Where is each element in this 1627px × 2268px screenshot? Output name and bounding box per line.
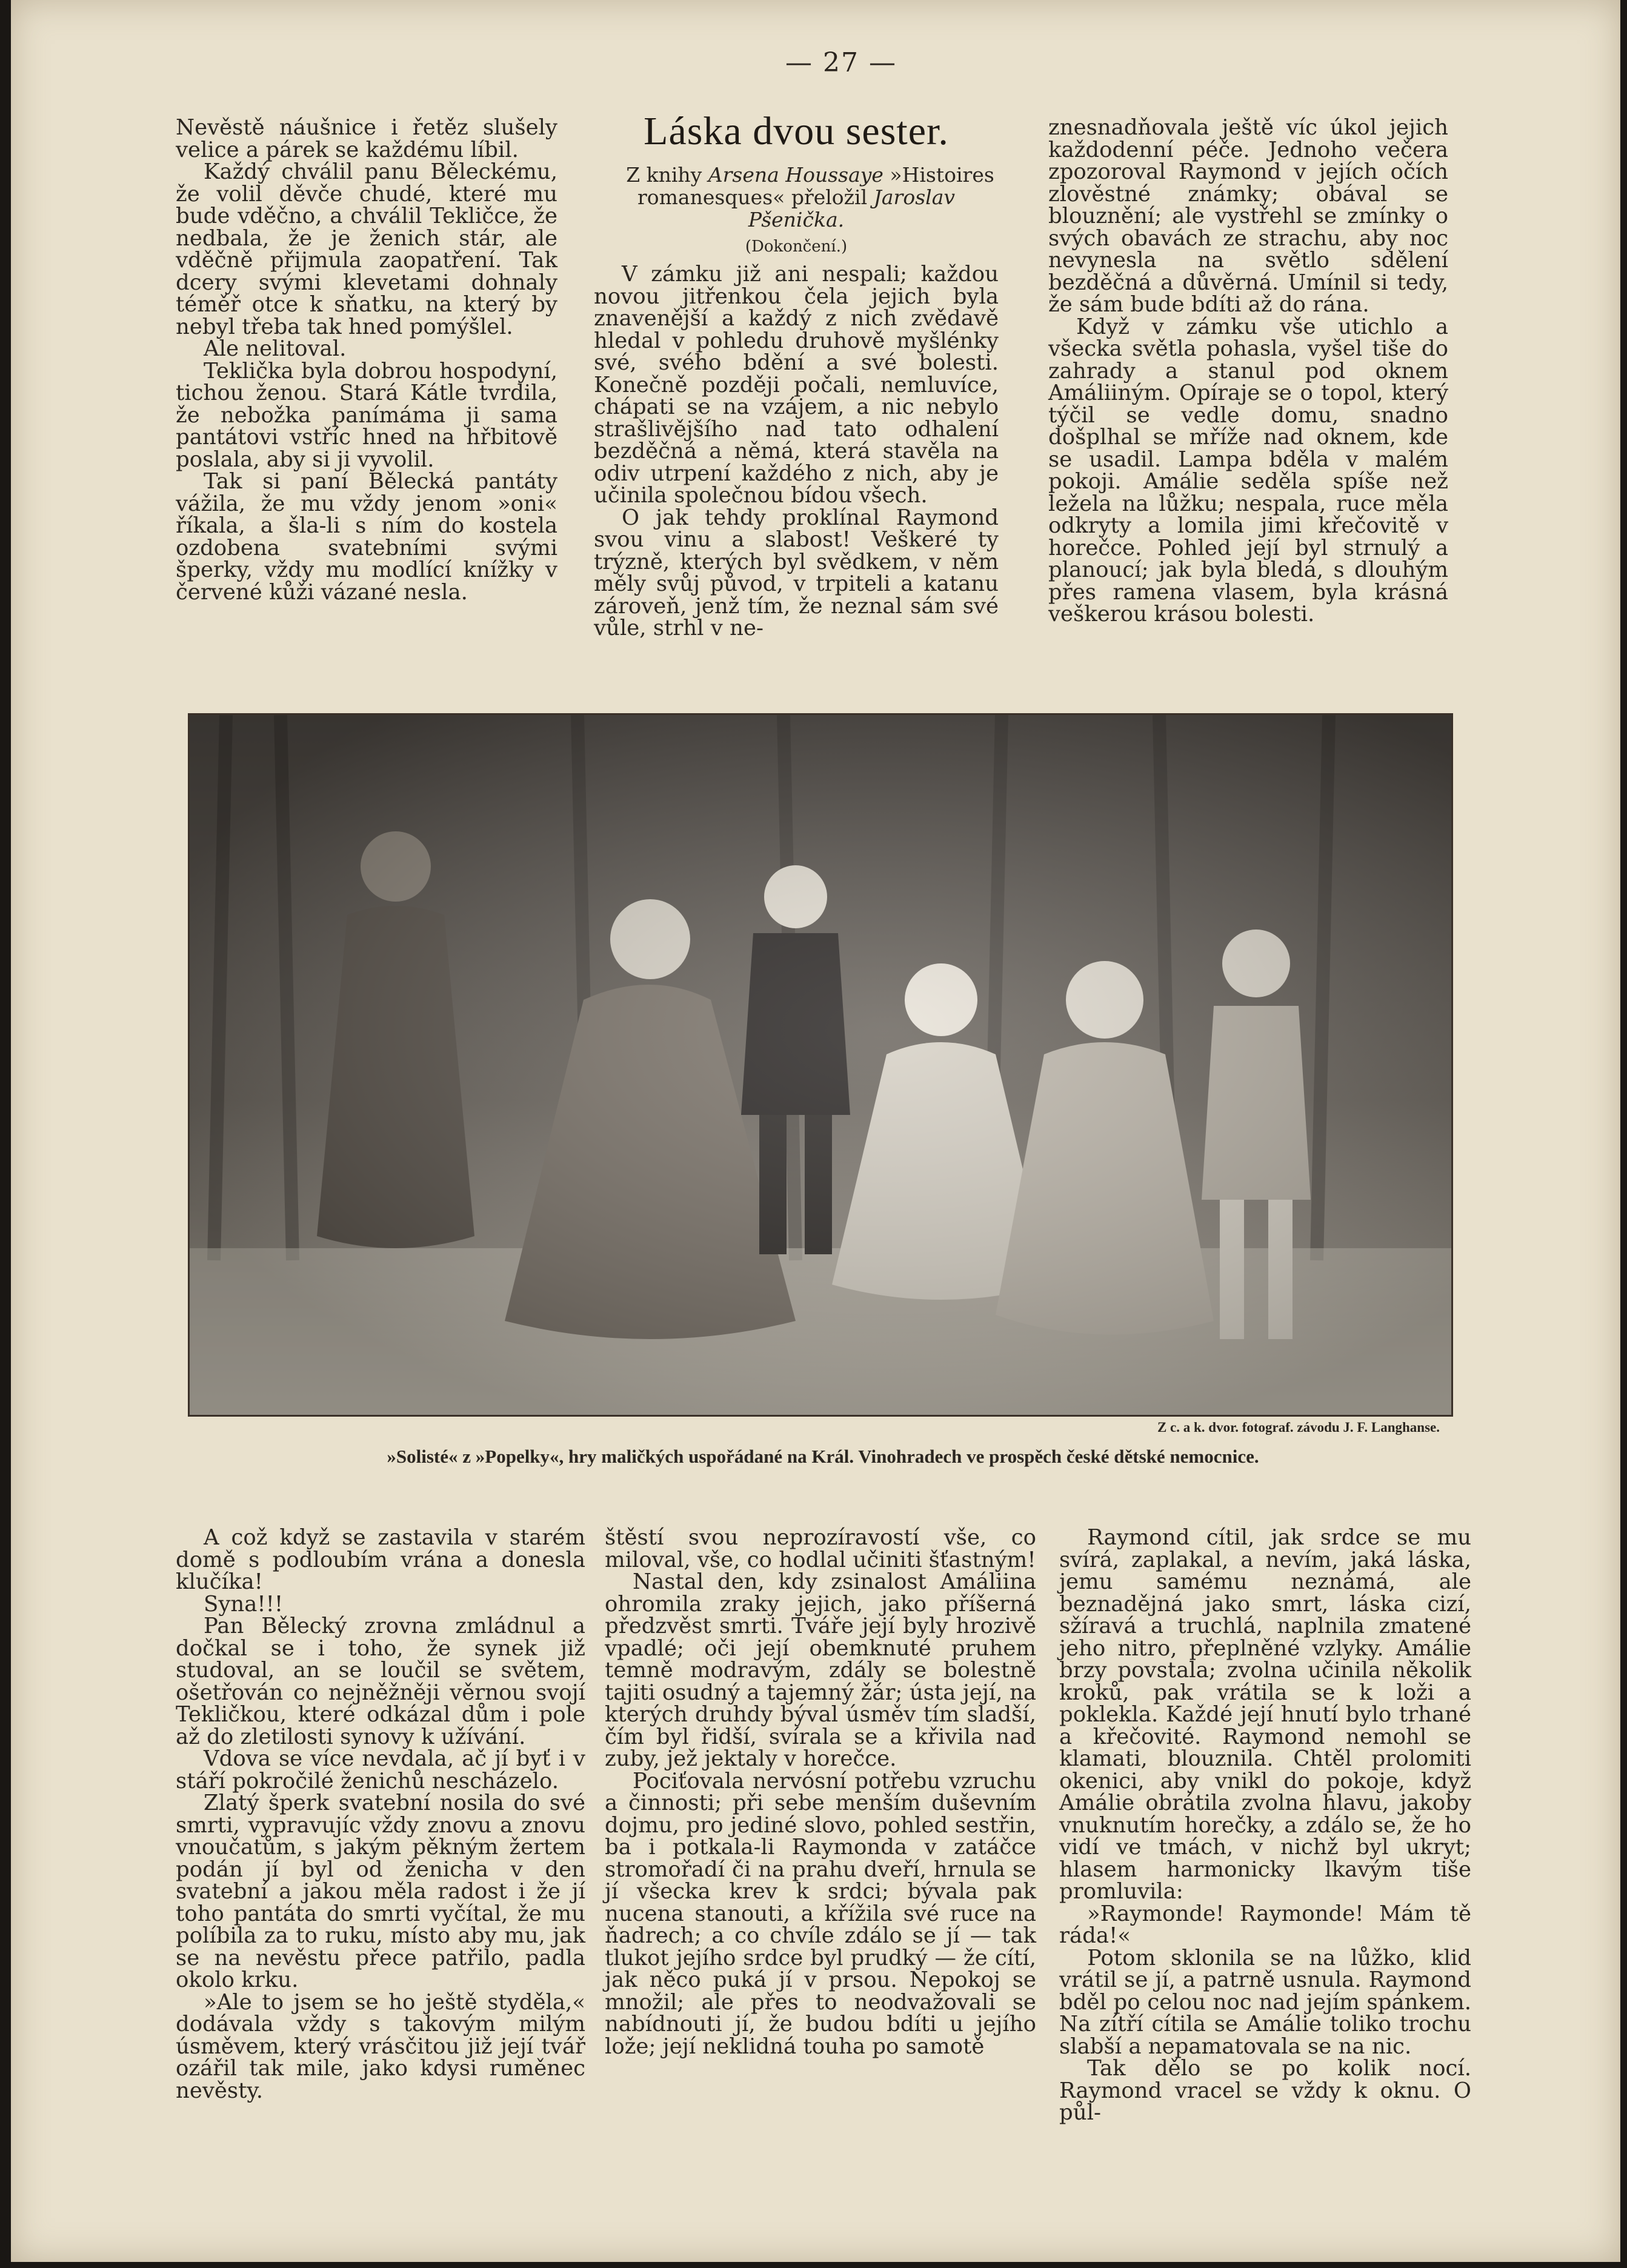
paragraph: Nevěstě náušnice i řetěz slušely velice a párek se každému líbil. bbox=[176, 115, 557, 162]
photo-caption: »Solisté« z »Popelky«, hry maličkých uspořádané na Král. Vinohradech ve prospěch české dětské nemocnice. bbox=[387, 1446, 1259, 1467]
paragraph: Vdova se více nevdala, ač jí byť i v stáří pokročilé ženichů nescházelo. bbox=[176, 1746, 585, 1794]
top-column-1 bbox=[176, 117, 557, 604]
paragraph: Zlatý šperk svatební nosila do své smrti, vypravujíc vždy znovu a znovu vnoučatům, s jakým pěkným žertem podán jí byl od ženicha v den svatební a jakou měla radost i že jí toho pantáta do smrti vyčítal, že mu políbila za to ruku, místo aby mu, jak se na nevěstu přece patřilo, padla okolo krku. bbox=[176, 1791, 585, 1992]
paragraph: Když v zámku vše utichlo a všecka světla pohasla, vyšel tiše do zahrady a stanul pod oknem Amáliiným. Opíraje se o topol, který týčil se vedle domu, snadno došplhal se mříže nad oknem, kde se usadil. Lampa bděla v malém pokoji. Amálie seděla spíše než ležela na lůžku; nespala, ruce měla odkryty a lomila jimi křečovitě v horečce. Pohled její byl strnulý a planoucí; jak byla bledá, s dlouhým přes ramena vlasem, byla krásná veškerou krásou bolesti. bbox=[1048, 314, 1448, 627]
subtitle-mid: »Histoires romanesques« přeložil bbox=[637, 163, 994, 209]
paragraph: Raymond cítil, jak srdce se mu svírá, zaplakal, a nevím, jaká láska, jemu samému neznámá, ale beznadějná jako smrt, láska cizí, sžíravá a truchlá, naplnila zmatené jeho nitro, přeplněné vzlyky. Amálie brzy povstala; zvolna učinila několik kroků, pak vrátila se k loži a poklekla. Každé její hnutí bylo trhané a křečovité. Raymond nemohl se klamati, blouznila. Chtěl prolomiti okenici, aby vnikl do pokoje, když Amálie obrátila zvolna hlavu, jakoby vnuknutím horečky, a zdálo se, že ho vidí ve tmách, v nichž byl ukryt; hlasem harmonicky lkavým tiše promluvila: bbox=[1059, 1525, 1471, 1904]
article-subtitle bbox=[594, 164, 999, 231]
paragraph: Syna!!! bbox=[204, 1591, 284, 1617]
paragraph: štěstí svou neprozíravostí vše, co miloval, vše, co hodlal učiniti šťastným! bbox=[605, 1525, 1036, 1572]
subtitle-author: Arsena Houssaye bbox=[708, 163, 883, 187]
paragraph: O jak tehdy proklínal Raymond svou vinu a slabost! Veškeré ty trýzně, kterých byl svědkem, v něm měly svůj původ, v trpiteli a katanu zároveň, jenž tím, že neznal sám své vůle, strhl v ne- bbox=[594, 505, 999, 640]
paragraph: V zámku již ani nespali; každou novou jitřenkou čela jejich byla znavenější a každý z nich zvědavě hledal v pohledu druhově myšlénky své, svého bdění a své bolesti. Konečně později počali, nemluvíce, chápati se na vzájem, a nic nebylo strašlivějšího nad tato odhalení bezděčná a němá, která stavěla na odiv utrpení každého z nich, aby je učinila společnou bídou všech. bbox=[594, 262, 999, 508]
subtitle-translator: Jaroslav Pšenička. bbox=[748, 185, 956, 231]
article-title: Láska dvou sester. bbox=[644, 109, 949, 153]
photo-credit: Z c. a k. dvor. fotograf. závodu J. F. Langhanse. bbox=[1157, 1420, 1440, 1435]
top-column-2 bbox=[594, 110, 999, 640]
paragraph: »Ale to jsem se ho ještě styděla,« dodávala vždy s takovým milým úsměvem, který vrásčitou již její tvář ozářil tak mile, jako kdysi ruměnec nevěsty. bbox=[176, 1989, 585, 2103]
magazine-page bbox=[11, 0, 1620, 2262]
top-column-3 bbox=[1048, 117, 1448, 626]
photograph bbox=[188, 713, 1453, 1417]
paragraph: Tak si paní Bělecká pantáty vážila, že mu vždy jenom »oni« říkala, a šla-li s ním do kostela ozdobena svatebními svými šperky, vždy mu modlící knížky v červené kůži vázané nesla. bbox=[176, 469, 557, 605]
subtitle-prefix: Z knihy bbox=[626, 163, 708, 187]
paragraph: Pan Bělecký zrovna zmládnul a dočkal se i toho, že synek již studoval, an se loučil se světem, ošetřován co nejněžněji věrnou svojí Tekličkou, které odkázal dům i pole až do zletilosti synovy k užívání. bbox=[176, 1614, 585, 1749]
page-number: — 27 — bbox=[785, 47, 897, 78]
paragraph: Ale nelitoval. bbox=[204, 336, 347, 361]
paragraph: Teklička byla dobrou hospodyní, tichou ženou. Stará Kátle tvrdila, že nebožka panímáma ji sama pantátovi vstříc hned na hřbitově poslala, aby si ji vyvolil. bbox=[176, 358, 557, 472]
paragraph: znesnadňovala ještě víc úkol jejich každodenní péče. Jednoho večera zpozoroval Raymond v jejích očích zlověstné známky; obával se blouznění; ale vystřehl se zmínky o svých obavách ze strachu, aby noc nevynesla na světlo sdělení bezděčná a důvěrná. Umínil si tedy, že sám bude bdíti až do rána. bbox=[1048, 115, 1448, 317]
paragraph: Nastal den, kdy zsinalost Amáliina ohromila zraky jejich, jako příšerná předzvěst smrti. Tváře její byly hrozivě vpadlé; oči její obemknuté pruhem temně modravým, zdály se bolestně tajiti osudný a tajemný žár; ústa její, na kterých druhdy býval úsměv tím sladší, čím byl řidší, svírala se a křivila nad zuby, jež jektaly v horečce. bbox=[605, 1569, 1036, 1771]
bottom-column-3 bbox=[1059, 1527, 1471, 2124]
continuation-note: (Dokončení.) bbox=[745, 238, 848, 256]
paragraph: Pociťovala nervósní potřebu vzruchu a činnosti; při sebe menším duševním dojmu, pro jediné slovo, pohled sestřin, ba i potkala-li Raymonda v zatáčce stromořadí či na prahu dveří, hrnula se jí všecka krev k srdci; bývala pak nucena stanouti, a křížila své ruce na ňadrech; a co chvíle zdálo se jí — tak tlukot jejího srdce byl prudký — že cítí, jak něco puká jí v prsou. Nepokoj se množil; ale přes to neodvažovali se nabídnouti jí, že budou bdíti u jejího lože; její neklidná touha po samotě bbox=[605, 1768, 1036, 2059]
bottom-column-1 bbox=[176, 1527, 585, 2102]
paragraph: Každý chválil panu Běleckému, že volil děvče chudé, které mu bude vděčno, a chválil Tekličce, že nedbala, že je ženich stár, ale vděčně přijmula zaopatření. Tak dcery svými klevetami dohnaly téměř otce k sňatku, na který by nebyl třeba tak hned pomýšlel. bbox=[176, 159, 557, 339]
bottom-column-2 bbox=[605, 1527, 1036, 2058]
paragraph: »Raymonde! Raymonde! Mám tě ráda!« bbox=[1059, 1901, 1471, 1948]
paragraph: A což když se zastavila v starém domě s podloubím vrána a donesla klučíka! bbox=[176, 1525, 585, 1594]
paragraph: Tak dělo se po kolik nocí. Raymond vracel se vždy k oknu. O půl- bbox=[1059, 2056, 1471, 2125]
paragraph: Potom sklonila se na lůžko, klid vrátil se jí, a patrně usnula. Raymond bděl po celou noc nad jejím spánkem. Na zítří cítila se Amálie toliko trochu slabší a nepamatovala se na nic. bbox=[1059, 1945, 1471, 2059]
